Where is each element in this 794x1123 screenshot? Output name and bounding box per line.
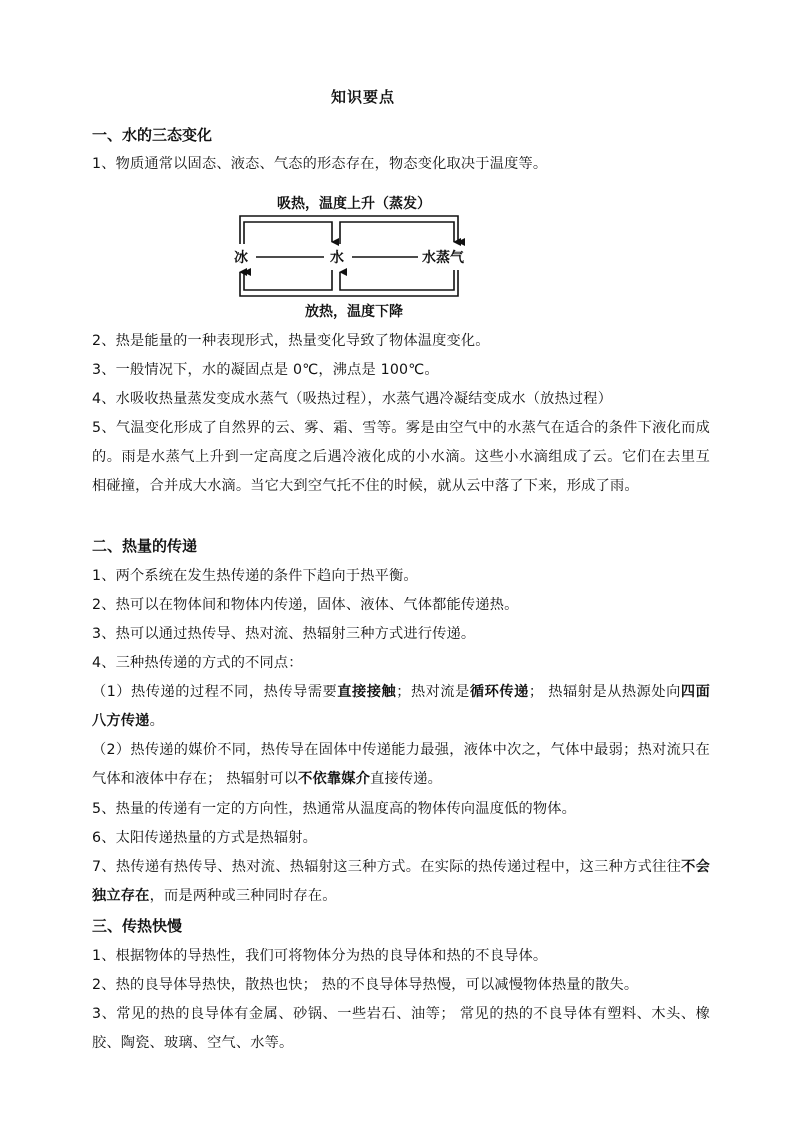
paragraph: 1、根据物体的导热性，我们可将物体分为热的良导体和热的不良导体。	[92, 948, 548, 964]
emphasis: 直接接触	[337, 684, 397, 700]
paragraph: 5、气温变化形成了自然界的云、雾、霜、雪等。雾是由空气中的水蒸气在适合的条件下液化而成的。雨是水蒸气上升到一定高度之后遇冷液化成的小水滴。这些小水滴组成了云。它们在去里互相碰撞，合并成大水滴。当它大到空气托不住的时候，就从云中落了下来，形成了雨。	[92, 420, 710, 494]
text-run: 直接传递。	[370, 771, 443, 787]
emphasis: 四面八方传递	[92, 684, 710, 729]
paragraph: 3、常见的热的良导体有金属、砂锅、一些岩石、油等； 常见的热的不良导体有塑料、木头、橡胶、陶瓷、玻璃、空气、水等。	[92, 1006, 710, 1051]
freeze-arrow	[244, 270, 332, 290]
text-run: （2）热传递的媒价不同，热传导在固体中传递能力最强，液体中次之，气体中最弱；热对流只在气体和液体中存在； 热辐射可以	[92, 742, 710, 787]
text-run: ；热对流是	[396, 684, 470, 700]
diagram-bottom-label: 放热，温度下降	[305, 304, 403, 320]
paragraph: 6、太阳传递热量的方式是热辐射。	[92, 830, 318, 846]
emphasis: 不依靠媒介	[298, 771, 371, 787]
water-state-diagram	[228, 190, 480, 322]
diagram-top-label: 吸热，温度上升（蒸发）	[277, 196, 431, 212]
paragraph-combined-modes	[92, 853, 710, 911]
paragraph: 2、热可以在物体间和物体内传递，固体、液体、气体都能传递热。	[92, 597, 519, 613]
condensation-arrow	[340, 270, 454, 290]
section-heading-conduction-speed: 三、传热快慢	[92, 917, 183, 935]
paragraph: 4、水吸收热量蒸发变成水蒸气（吸热过程），水蒸气遇冷凝结变成水（放热过程）	[92, 391, 613, 407]
text-run: （1）热传递的过程不同，热传导需要	[92, 684, 338, 700]
text-run: ； 热辐射是从热源处向	[528, 684, 681, 700]
evaporation-arrow	[340, 222, 454, 244]
condensation-arrow-outer	[240, 270, 458, 296]
evaporation-arrow-outer	[240, 216, 458, 244]
state-ice: 冰	[234, 250, 248, 266]
state-water: 水	[330, 250, 344, 266]
emphasis: 循环传递	[469, 684, 529, 700]
paragraph: 2、热是能量的一种表现形式，热量变化导致了物体温度变化。	[92, 333, 490, 349]
state-vapor: 水蒸气	[422, 250, 464, 266]
section-heading-heat-transfer: 二、热量的传递	[92, 537, 198, 555]
paragraph: 3、热可以通过热传导、热对流、热辐射三种方式进行传递。	[92, 626, 476, 642]
page-title: 知识要点	[330, 88, 395, 106]
text-run: 7、热传递有热传导、热对流、热辐射这三种方式。在实际的热传递过程中，这三种方式往往	[92, 859, 682, 875]
emphasis: 不会独立存在	[92, 859, 710, 904]
paragraph: 3、一般情况下，水的凝固点是 0℃，沸点是 100℃。	[92, 362, 439, 378]
text-run: 。	[149, 713, 164, 729]
paragraph: 1、两个系统在发生热传递的条件下趋向于热平衡。	[92, 568, 418, 584]
melt-arrow	[244, 222, 332, 244]
paragraph: 5、热量的传递有一定的方向性，热通常从温度高的物体传向温度低的物体。	[92, 801, 577, 817]
paragraph: 1、物质通常以固态、液态、气态的形态存在，物态变化取决于温度等。	[92, 156, 548, 172]
paragraph: 4、三种热传递的方式的不同点：	[92, 655, 303, 671]
paragraph-transfer-process	[92, 678, 710, 736]
paragraph: 2、热的良导体导热快，散热也快； 热的不良导体导热慢，可以减慢物体热量的散失。	[92, 977, 639, 993]
section-heading-water-states: 一、水的三态变化	[92, 126, 213, 144]
text-run: ，而是两种或三种同时存在。	[149, 888, 337, 904]
paragraph-transfer-medium	[92, 736, 710, 794]
